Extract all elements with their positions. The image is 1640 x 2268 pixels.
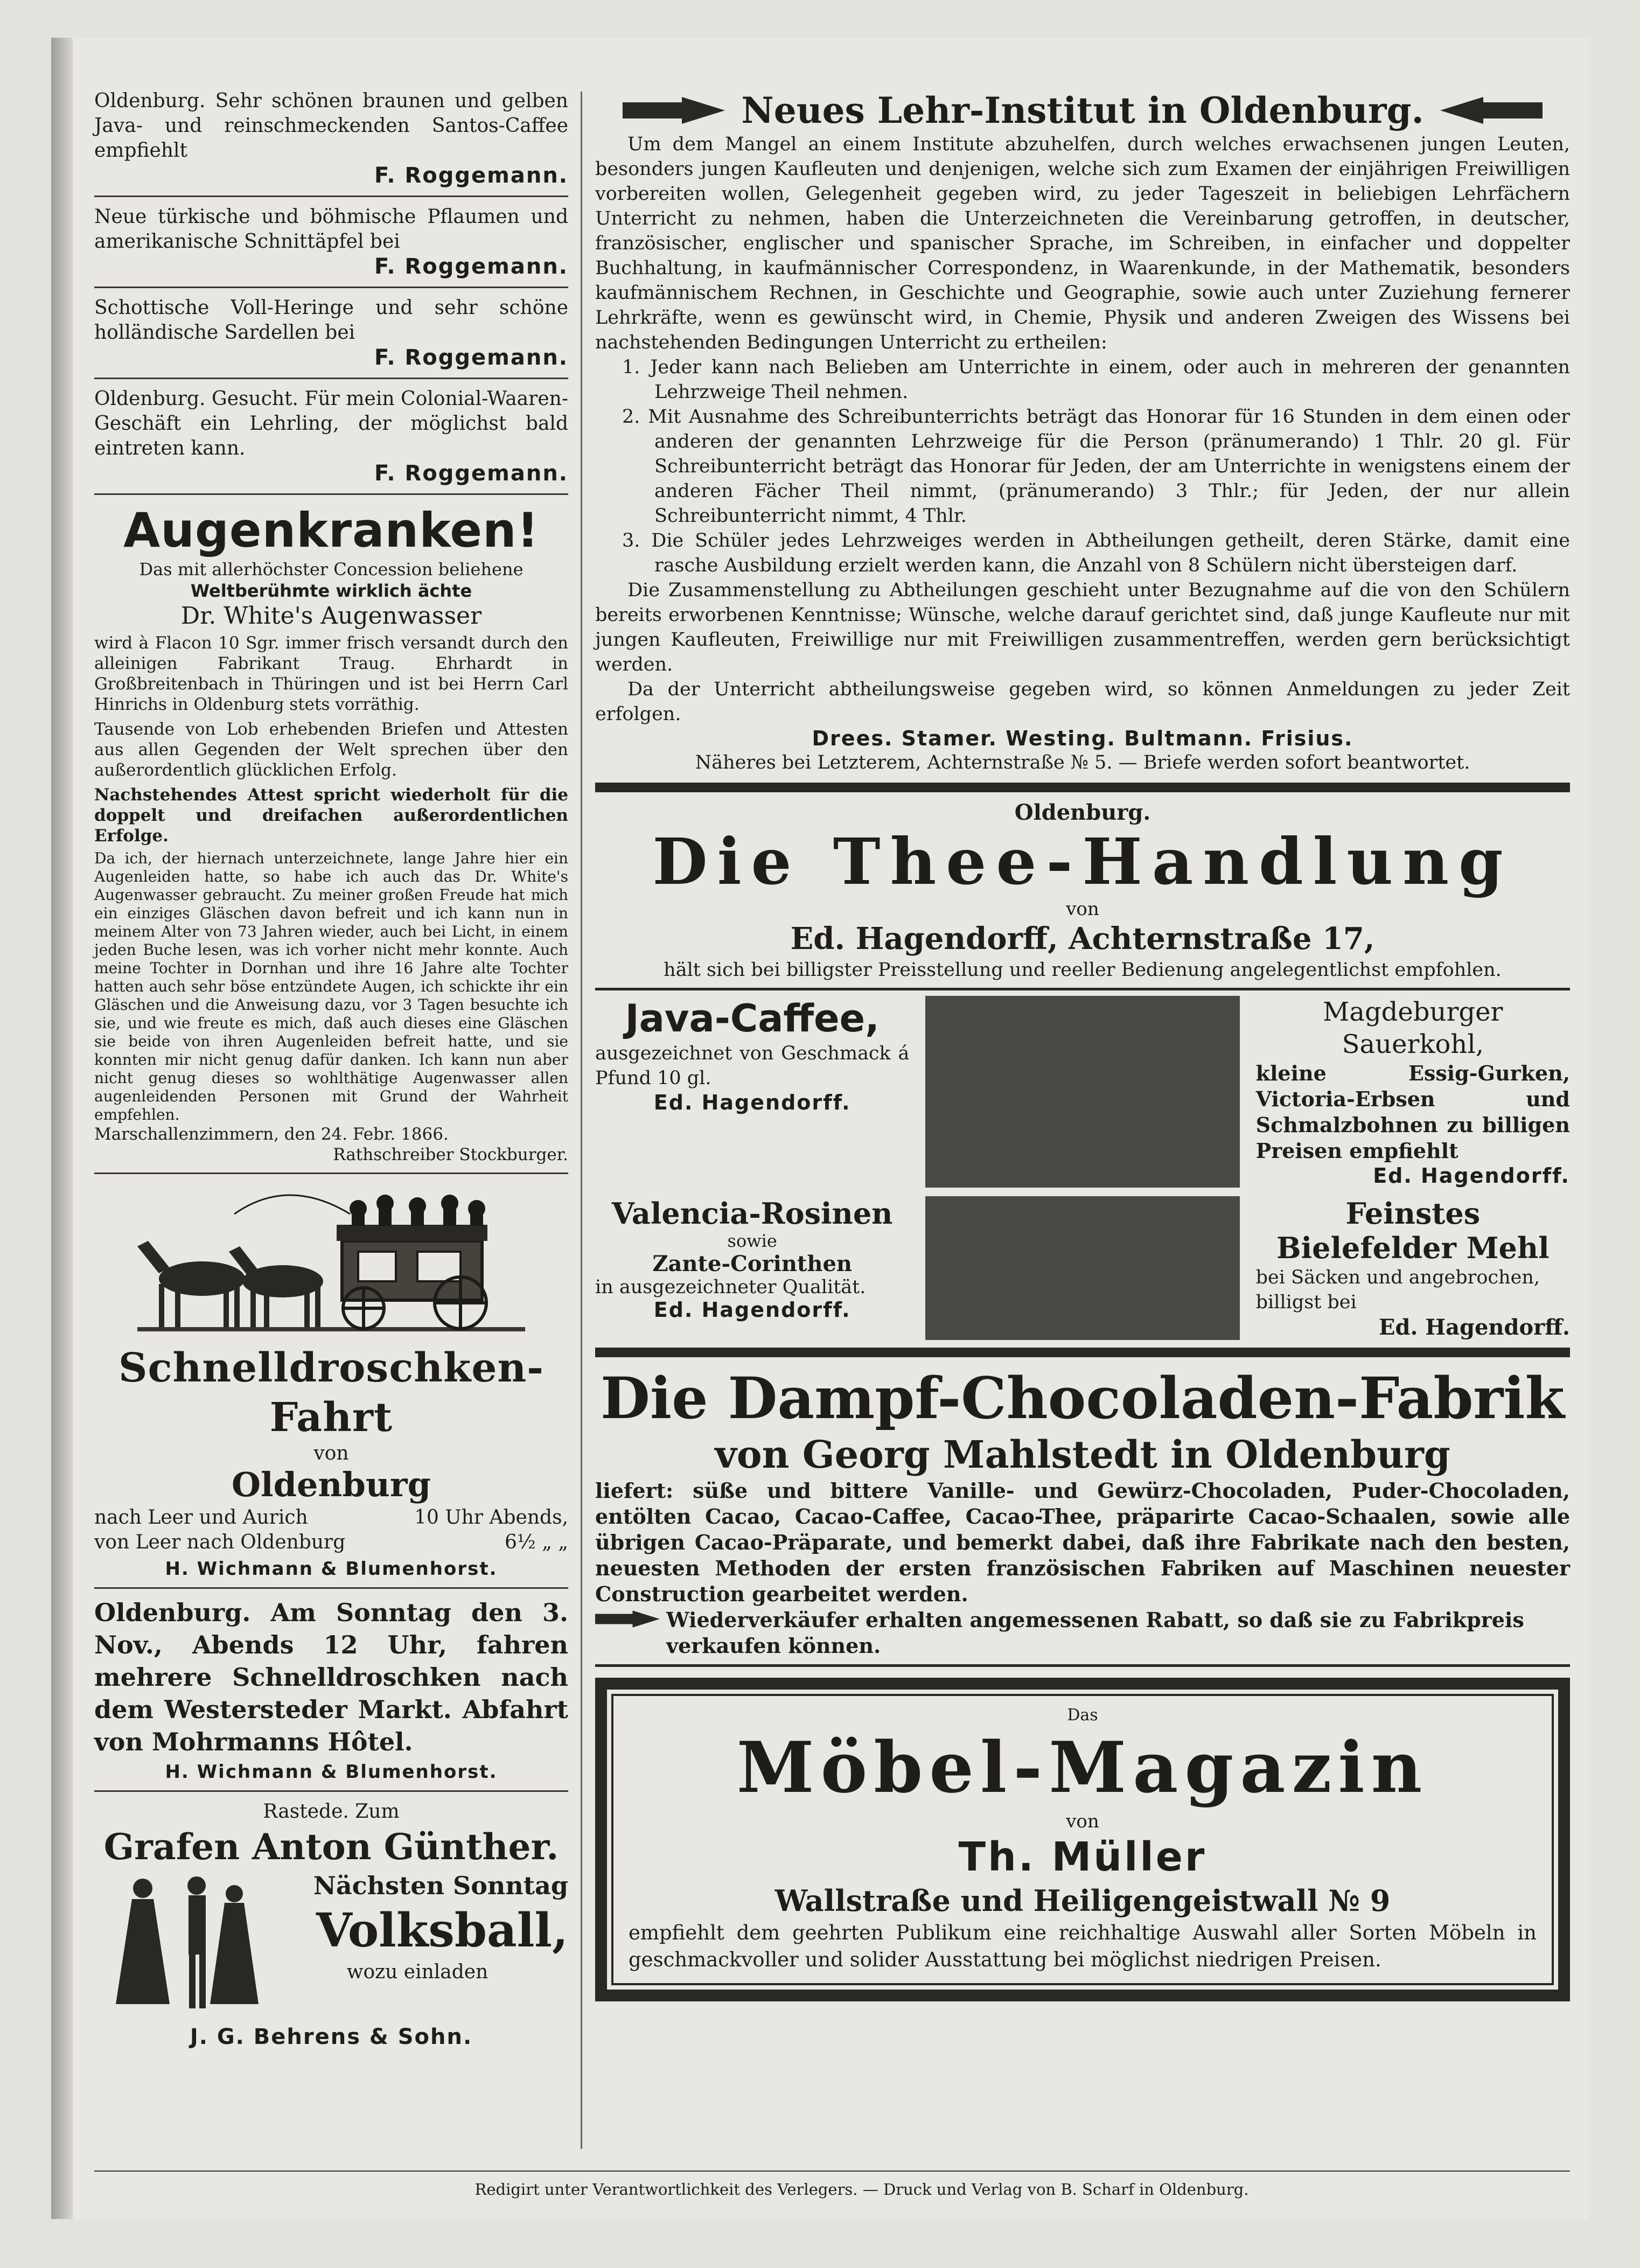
divider <box>595 1348 1570 1357</box>
ad-headline: Die Dampf-Chocoladen-Fabrik <box>601 1364 1565 1432</box>
ad-text: kleine Essig-Gurken, Victoria-Erbsen und Schmalzbohnen zu billigen Preisen empfiehlt <box>1255 1061 1570 1163</box>
ad-list-item: 1. Jeder kann nach Belieben am Unterrichte in einem, oder auch in mehreren der genannten Lehrzweige Theil nehmen. <box>622 357 1570 403</box>
schedule-row <box>94 1505 568 1530</box>
binding-edge <box>51 38 73 2219</box>
ad-signature: Ed. Hagendorff. <box>653 1091 851 1114</box>
ad-chocoladen-fabrik <box>595 1365 1570 1659</box>
ad-signature: F. Roggemann. <box>374 461 568 486</box>
divider <box>94 1587 568 1589</box>
ad-headline: Möbel-Magazin <box>736 1726 1429 1809</box>
ad-signature: Ed. Hagendorff. <box>653 1298 851 1322</box>
ad-text: Oldenburg. Sehr schönen braunen und gelben Java- und reinschmeckenden Santos-Caffee empfiehlt <box>94 90 568 162</box>
schedule-row <box>94 1530 568 1555</box>
ad-ball-text <box>267 1869 568 2020</box>
ad-text: Oldenburg. Gesucht. Für mein Colonial-Waaren-Geschäft ein Lehrling, der möglichst bald eintreten kann. <box>94 388 568 459</box>
schedule-route: von Leer nach Oldenburg <box>94 1531 346 1553</box>
ad-city: Oldenburg <box>232 1465 431 1504</box>
ad-mehl <box>1256 1196 1570 1340</box>
ad-volksball <box>94 1799 568 2049</box>
ad-text: hält sich bei billigster Preisstellung und reeller Bedienung angelegentlichst empfohlen. <box>664 959 1502 981</box>
ad-headline: Grafen Anton Günther. <box>103 1826 559 1868</box>
stagecoach-illustration <box>127 1182 536 1343</box>
ad-headline: Die Thee-Handlung <box>652 824 1513 899</box>
ad-line: Das mit allerhöchster Concession beliehene <box>139 559 524 580</box>
schedule-route: nach Leer und Aurich <box>94 1506 308 1529</box>
ad-headline: Schnelldroschken-Fahrt <box>118 1345 544 1441</box>
ad-line: Zante-Corinthen <box>652 1251 852 1276</box>
ad-rosinen <box>595 1196 909 1340</box>
column-divider <box>925 1196 1239 1340</box>
ad-line: von <box>1066 1811 1099 1832</box>
ad-text: Oldenburg. Am Sonntag den 3. Nov., Abends 12 Uhr, fahren mehrere Schnelldroschken nach dem Westersteder Markt. Abfahrt von Mohrmanns Hôtel. <box>94 1598 568 1756</box>
ad-text: Neue türkische und böhmische Pflaumen und amerikanische Schnittäpfel bei <box>94 206 568 253</box>
ad-address: Wallstraße und Heiligengeistwall № 9 <box>774 1883 1391 1918</box>
ad-text: Nachstehendes Attest spricht wiederholt für die doppelt und dreifachen außerordentlichen Erfolge. <box>94 785 568 846</box>
divider <box>595 1664 1570 1667</box>
divider <box>94 287 568 288</box>
ad-eyewater <box>94 503 568 1165</box>
ad-signature: H. Wichmann & Blumenhorst. <box>165 1761 498 1783</box>
ad-signature: Drees. Stamer. Westing. Bultmann. Frisius. <box>812 727 1353 750</box>
ad-text: Schottische Voll-Heringe und sehr schöne holländische Sardellen bei <box>94 297 568 344</box>
pointing-hand-icon <box>623 97 725 124</box>
ad-signature: J. G. Behrens & Sohn. <box>190 2025 473 2049</box>
footer-rule <box>94 2171 1570 2172</box>
ad-text: Die Zusammenstellung zu Abtheilungen geschieht unter Bezugnahme auf die von den Schülern bereits erworbenen Kenntnisse; Wünsche, welche darauf gerichtet sind, daß junge Kaufleute nur mit jungen Kaufleuten, Freiwillige nur mit Freiwilligen zusammentreffen, werden gern berücksichtigt werden. <box>595 580 1570 675</box>
ad-signature: F. Roggemann. <box>374 163 568 188</box>
right-column <box>595 89 1570 2001</box>
ad-list-item: 3. Die Schüler jedes Lehrzweiges werden in Abtheilungen getheilt, deren Stärke, damit eine rasche Ausbildung erzielt werden kann, die Anzahl von 8 Schülern nicht übersteigen darf. <box>622 530 1570 576</box>
ad-signature: Rathschreiber Stockburger. <box>333 1145 568 1164</box>
ad-event: Volksball, <box>316 1903 568 1958</box>
ad-text: Tausende von Lob erhebenden Briefen und Attesten aus allen Gegenden der Welt sprechen über den außerordentlich glücklichen Erfolg. <box>94 720 568 780</box>
ad-merchant: Th. Müller <box>958 1834 1207 1880</box>
ad-title-row <box>595 89 1570 132</box>
ad-line: von <box>313 1442 349 1464</box>
ad-thee-handlung <box>595 800 1570 982</box>
ad-text: liefert: süße und bittere Vanille- und Gewürz-Chocoladen, Puder-Chocoladen, entölten Cacao, Cacao-Caffee, Cacao-Thee, präparirte Cacao-Schaalen, sowie alle übrigen Cacao-Präparate, und bemerkt dabei, daß ihre Fabrikate nach den besten, neuesten Methoden der ersten französischen Fabriken auf Maschinen neuester Construction gearbeitet werden. <box>595 1478 1570 1606</box>
pointing-hand-icon <box>1440 97 1543 124</box>
divider <box>94 196 568 197</box>
divider <box>94 493 568 495</box>
ad-text: ausgezeichnet von Geschmack á Pfund 10 gl. <box>595 1043 910 1089</box>
dancers-illustration <box>94 1869 267 2020</box>
left-column <box>94 89 568 2049</box>
schedule-time: 10 Uhr Abends, <box>414 1506 568 1529</box>
ad-subheadline: von Georg Mahlstedt in Oldenburg <box>715 1432 1450 1477</box>
ad-plums <box>94 205 568 279</box>
ad-coach <box>94 1182 568 1580</box>
ad-headline: Feinstes Bielefelder Mehl <box>1276 1196 1550 1265</box>
ad-headline: Java-Caffee, <box>625 996 880 1041</box>
divider <box>94 378 568 379</box>
ad-text: bei Säcken und angebrochen, billigst bei <box>1255 1267 1540 1313</box>
ad-text: Wiederverkäufer erhalten angemessenen Rabatt, so daß sie zu Fabrikpreis verkaufen können. <box>666 1608 1524 1658</box>
ad-headline: Magdeburger Sauerkohl, <box>1323 997 1503 1059</box>
ad-headline: Neues Lehr-Institut in Oldenburg. <box>741 89 1424 131</box>
column-divider <box>925 996 1239 1188</box>
ad-lehr-institut <box>595 89 1570 775</box>
ad-line: Weltberühmte wirklich ächte <box>190 581 472 601</box>
divider <box>94 1790 568 1792</box>
ad-text: wird à Flacon 10 Sgr. immer frisch versandt durch den alleinigen Fabrikant Traug. Ehrhardt in Großbreitenbach in Thüringen und ist bei Herrn Carl Hinrichs in Oldenburg stets vorräthig. <box>94 633 568 714</box>
ad-moebel-magazin <box>595 1678 1570 2001</box>
ad-line: sowie <box>727 1231 777 1251</box>
ad-list-item: 2. Mit Ausnahme des Schreibunterrichts beträgt das Honorar für 16 Stunden in dem einen oder anderen der genannten Lehrzweige für die Person (pränumerando) 1 Thlr. 20 gl. Für Schreibunterricht beträgt das Honorar für Jeden, der am Unterrichte in wenigstens einem der anderen Fächer Theil nimmt, (pränumerando) 3 Thlr.; für Jeden, der nur allein Schreibunterricht nimmt, 4 Thlr. <box>622 406 1570 527</box>
ad-text: Da der Unterricht abtheilungsweise gegeben wird, so können Anmeldungen zu jeder Zeit erfolgen. <box>595 679 1570 725</box>
divider <box>595 783 1570 792</box>
ad-java-caffee <box>595 996 909 1188</box>
ad-headline: Valencia-Rosinen <box>611 1196 893 1231</box>
ad-signature: Ed. Hagendorff. <box>1378 1315 1570 1340</box>
ad-grid <box>595 1196 1570 1340</box>
ad-merchant: Ed. Hagendorff, Achternstraße 17, <box>790 921 1375 957</box>
ad-grid <box>595 996 1570 1188</box>
ad-text: in ausgezeichneter Qualität. <box>595 1276 866 1298</box>
ad-sauerkohl <box>1256 996 1570 1188</box>
pointing-hand-icon <box>595 1609 660 1629</box>
ad-signature: Ed. Hagendorff. <box>1373 1164 1570 1188</box>
column-rule <box>581 92 582 2149</box>
ad-city: Oldenburg. <box>1014 800 1151 825</box>
ad-line: von <box>1066 898 1099 920</box>
ad-text: Näheres bei Letzterem, Achternstraße № 5. — Briefe werden sofort beantwortet. <box>695 752 1470 773</box>
ad-text: Um dem Mangel an einem Institute abzuhelfen, durch welches erwachsenen jungen Leuten, besonders jungen Kaufleuten und denjenigen, welche sich zum Examen der einjährigen Freiwilligen vorbereiten wollen, Gelegenheit gegeben wird, zu jeder Tageszeit in beliebigen Lehrfächern Unterricht zu nehmen, haben die Unterzeichneten die Vereinbarung getroffen, in deutscher, französischer, englischer und spanischer Sprache, im Schreiben, in einfacher und doppelter Buchhaltung, in kaufmännischer Correspondenz, in Waarenkunde, in der Mathematik, besonders kaufmännischem Rechnen, in Geschichte und Geographie, sowie auch unter Zuziehung fernerer Lehrkräfte, wenn es gewünscht wird, in Chemie, Physik und anderen Zweigen des Wissens bei nachstehenden Bedingungen Unterricht zu ertheilen: <box>595 134 1570 353</box>
ad-text: empfiehlt dem geehrten Publikum eine reichhaltige Auswahl aller Sorten Möbeln in geschmackvoller und solider Ausstattung bei möglichst niedrigen Preisen. <box>629 1921 1537 1971</box>
ad-date: Marschallenzimmern, den 24. Febr. 1866. <box>94 1125 449 1144</box>
ad-testimonial: Da ich, der hiernach unterzeichnete, lange Jahre hier ein Augenleiden hatte, so habe ich auch das Dr. White's Augenwasser gebraucht. Zu meiner großen Freude hat mich ein einziges Gläschen davon befreit und ich kann nun in meinem Alter von 73 Jahren wieder, auch bei Licht, in einem jeden Buche lesen, was ich vorher nicht mehr konnte. Auch meine Tochter in Dornhan und ihre 16 Jahre alte Tochter hatten auch sehr böse entzündete Augen, ich schickte ihr ein Gläschen und die Anweisung dazu, vor 3 Tagen besuchte ich sie, und wie freute es mich, daß auch dieses eine Gläschen sie beide von ihren Augenleiden befreit hatte, und sie konnten mir nicht genug dafür danken. Ich kann nun aber nicht genug dieses so wohlthätige Augenwasser allen augenleidenden Personen mit Grund der Wahrheit empfehlen. <box>94 849 568 1123</box>
schedule-time: 6½ „ „ <box>505 1531 568 1553</box>
ad-line: wozu einladen <box>346 1961 488 1983</box>
ad-signature: H. Wichmann & Blumenhorst. <box>165 1558 498 1580</box>
ad-coffee <box>94 89 568 188</box>
ad-signature: F. Roggemann. <box>374 345 568 370</box>
ad-line: Das <box>1067 1706 1098 1725</box>
ad-product-name: Dr. White's Augenwasser <box>180 602 482 630</box>
ad-herring <box>94 296 568 370</box>
ad-market-coach <box>94 1596 568 1783</box>
ad-line: Rastede. Zum <box>263 1801 400 1823</box>
divider <box>595 988 1570 990</box>
ad-line: Nächsten Sonntag <box>313 1871 568 1900</box>
ad-reseller-row <box>595 1607 1570 1659</box>
ad-signature: F. Roggemann. <box>374 254 568 279</box>
ad-headline: Augenkranken! <box>123 503 539 558</box>
divider <box>94 1173 568 1174</box>
imprint: Redigirt unter Verantwortlichkeit des Verlegers. — Druck und Verlag von B. Scharf in Oldenburg. <box>474 2180 1249 2199</box>
ad-ball-body <box>94 1869 568 2020</box>
ad-apprentice <box>94 387 568 486</box>
